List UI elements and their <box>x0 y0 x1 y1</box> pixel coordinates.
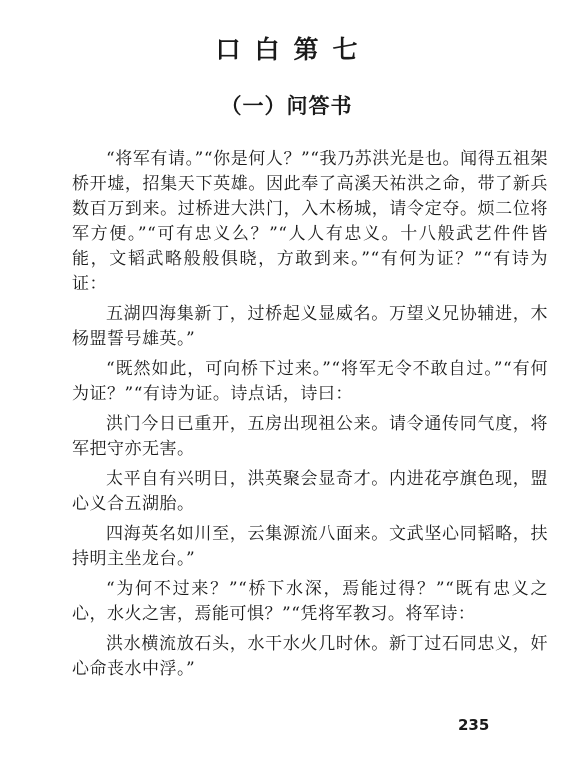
paragraph: 洪门今日已重开，五房出现祖公来。请令通传同气度，将军把守亦无害。 <box>72 414 548 459</box>
paragraph: “将军有请。”“你是何人？”“我乃苏洪光是也。闻得五祖架桥开墟，招集天下英雄。因此奉了高溪天祐洪之命，带了新兵数百万到来。过桥进大洪门，入木杨城，请令定夺。烦二位将军方便。”“可有忠义么？”“人人有忠义。十八般武艺件件皆能，文韬武略般般俱晓，方敢到来。”“有何为证？”“有诗为证： <box>72 149 548 294</box>
section-title: （一）问答书 <box>220 93 353 118</box>
chapter-title: 口白第七 <box>215 35 372 64</box>
paragraph: 洪水横流放石头，水干水火几时休。新丁过石同忠义，奸心命丧水中浮。” <box>72 634 548 679</box>
body-text <box>72 147 548 687</box>
paragraph: “为何不过来？”“桥下水深，焉能过得？”“既有忠义之心，水火之害，焉能可惧？”“凭将军教习。将军诗： <box>72 579 548 624</box>
page-number: 235 <box>458 716 490 734</box>
paragraph: “既然如此，可向桥下过来。”“将军无令不敢自过。”“有何为证？”“有诗为证。诗点话，诗曰： <box>72 359 548 404</box>
paragraph: 四海英名如川至，云集源流八面来。文武坚心同韬略，扶持明主坐龙台。” <box>72 524 548 569</box>
paragraph: 五湖四海集新丁，过桥起义显威名。万望义兄协辅进，木杨盟誓号雄英。” <box>72 304 548 349</box>
paragraph: 太平自有兴明日，洪英聚会显奇才。内进花亭旗色现，盟心义合五湖胎。 <box>72 469 548 514</box>
